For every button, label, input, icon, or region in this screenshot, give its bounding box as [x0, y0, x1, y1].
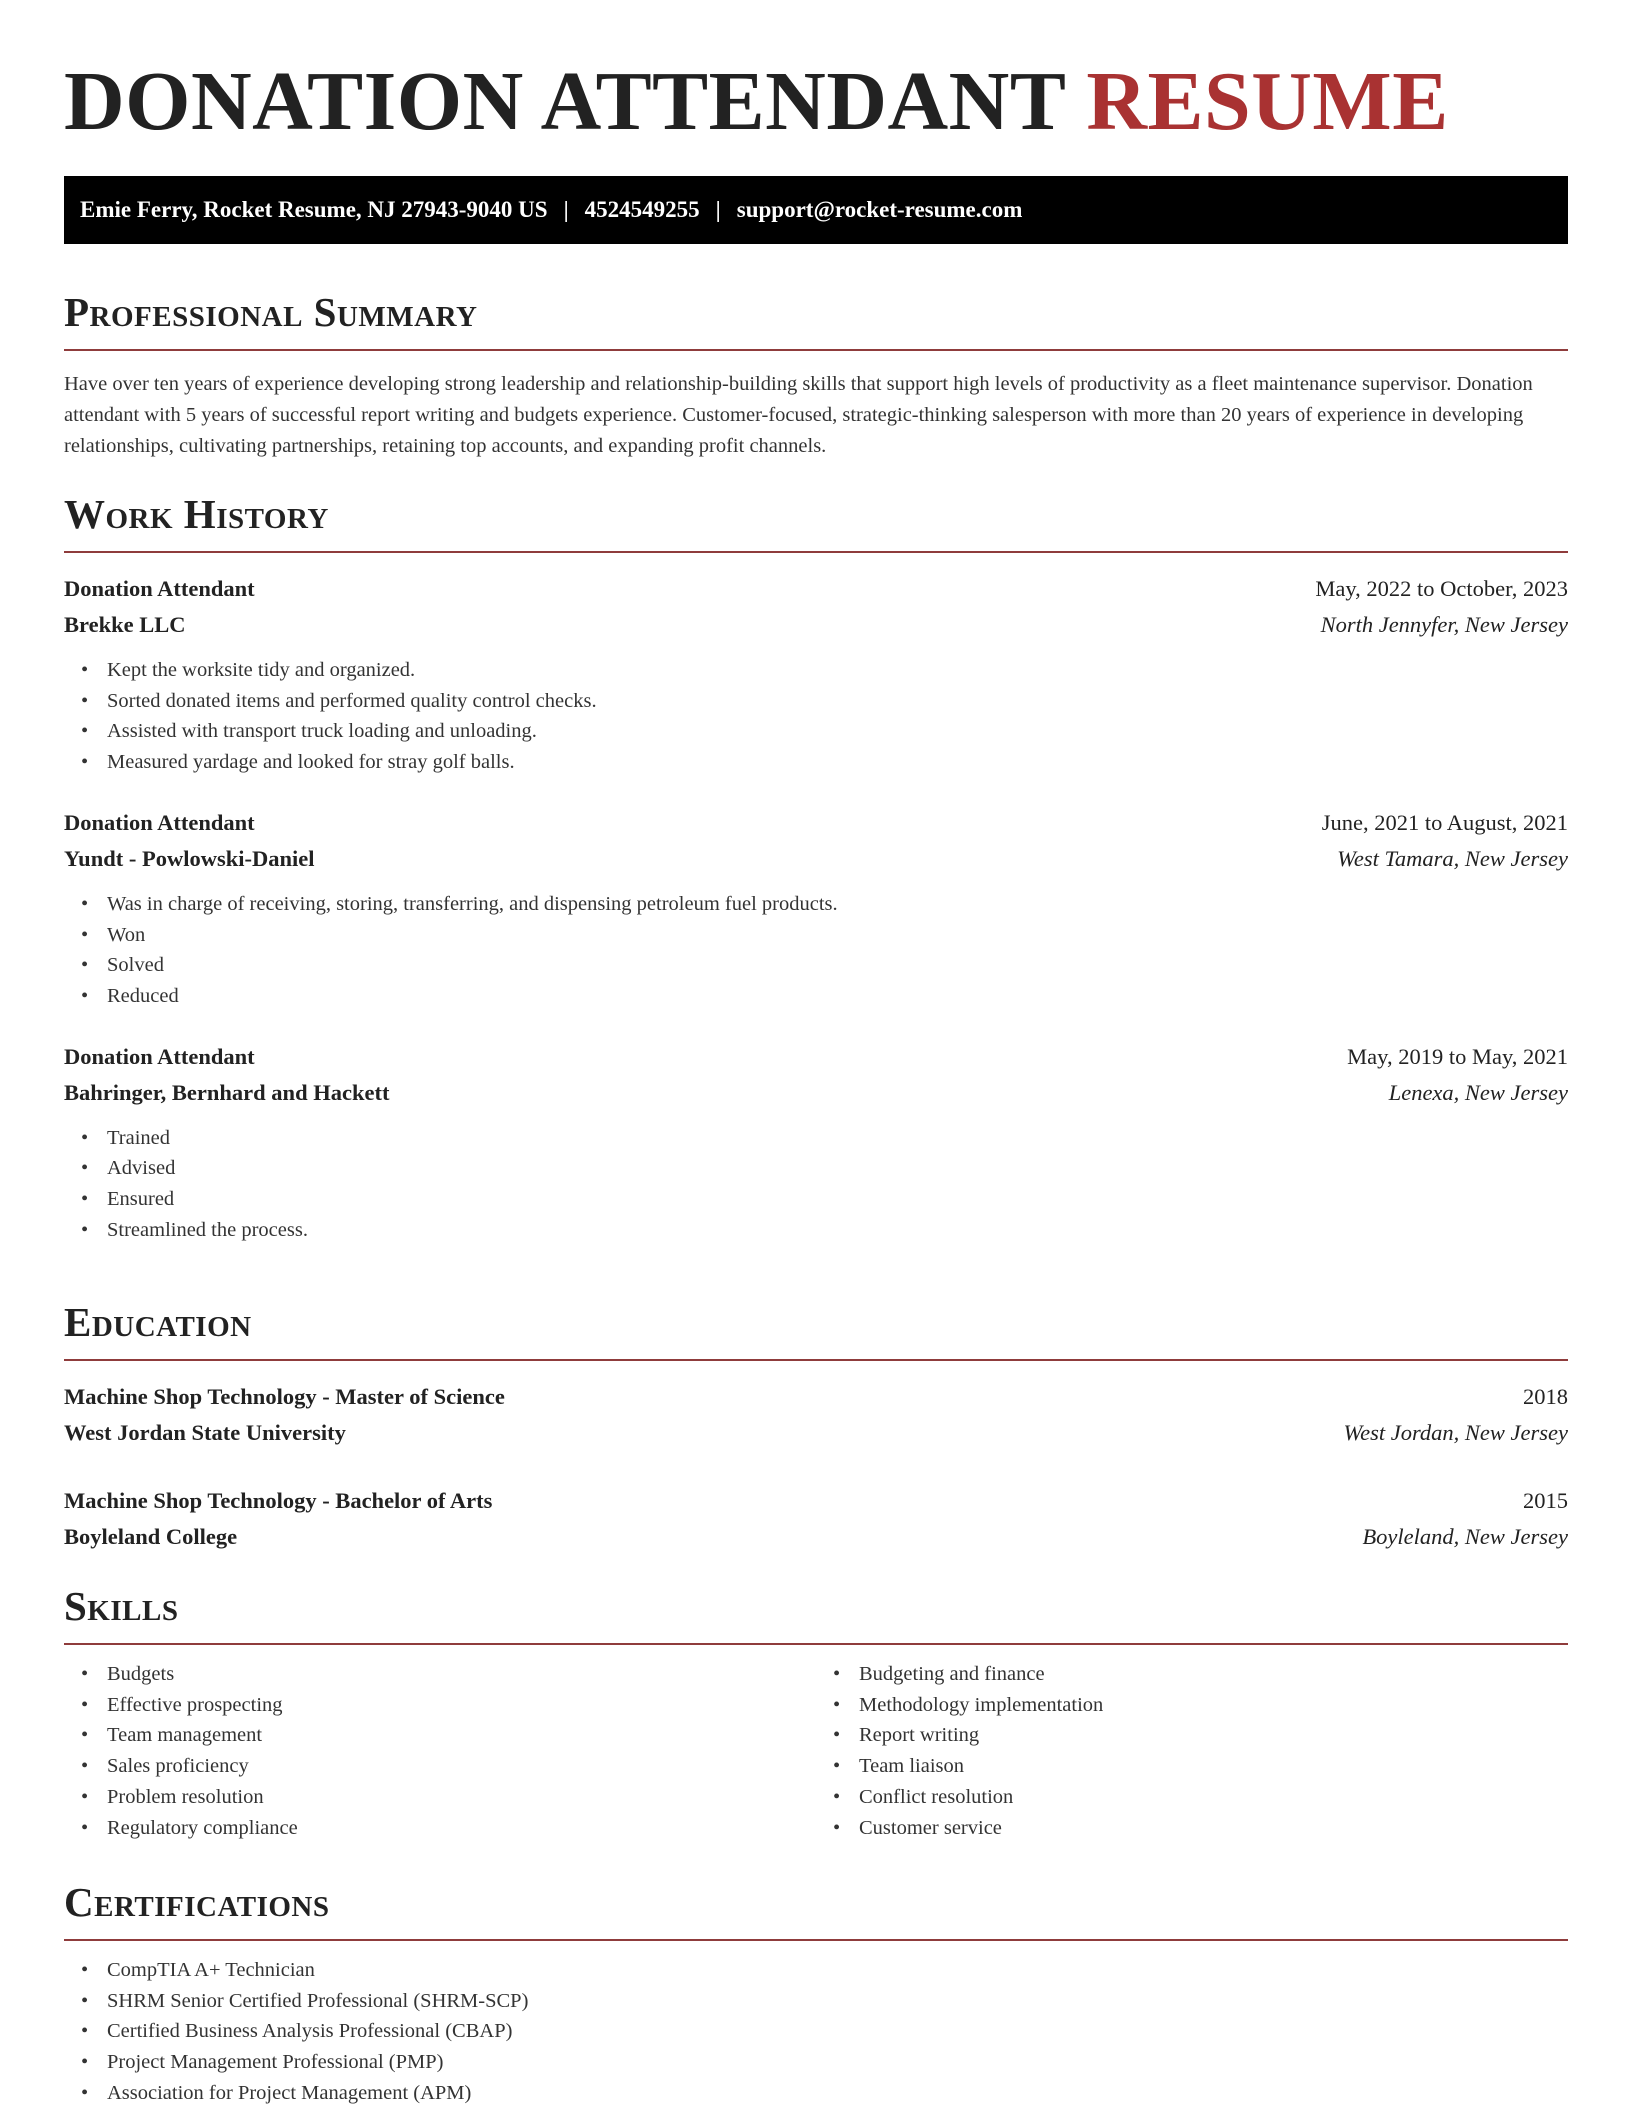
list-item: • Report writing	[859, 1720, 1568, 1751]
section-heading: Certifications	[64, 1879, 330, 1925]
list-item: • Certified Business Analysis Professional (CBAP)	[107, 2016, 1568, 2047]
list-item: • Budgets	[107, 1659, 816, 1690]
education-year: 2018	[1523, 1384, 1568, 1409]
list-item: • Advised	[107, 1153, 1568, 1184]
resume-title	[64, 52, 1449, 152]
job-entry	[64, 571, 1568, 778]
contact-separator: |	[563, 197, 569, 222]
skills-list-right	[816, 1659, 1568, 1843]
list-item: • Measured yardage and looked for stray golf balls.	[107, 747, 1568, 778]
section-rule	[64, 1359, 1568, 1361]
list-item: • Problem resolution	[107, 1782, 816, 1813]
list-item: • Project Management Professional (PMP)	[107, 2047, 1568, 2078]
job-employer: Bahringer, Bernhard and Hackett	[64, 1079, 390, 1105]
education-location: West Jordan, New Jersey	[1343, 1420, 1568, 1445]
list-item: • Methodology implementation	[859, 1690, 1568, 1721]
contact-bar	[64, 176, 1568, 244]
job-location: Lenexa, New Jersey	[1388, 1079, 1568, 1105]
section-rule	[64, 551, 1568, 553]
job-entry	[64, 805, 1568, 1012]
section-rule	[64, 349, 1568, 351]
job-bullets	[64, 655, 1568, 778]
certifications-section	[64, 1877, 1568, 2109]
list-item: • Ensured	[107, 1184, 1568, 1215]
education-degree: Machine Shop Technology - Bachelor of Arts	[64, 1488, 493, 1513]
list-item: • CompTIA A+ Technician	[107, 1955, 1568, 1986]
education-section	[64, 1297, 1568, 1555]
list-item: • Regulatory compliance	[107, 1813, 816, 1844]
section-heading: Skills	[64, 1583, 179, 1629]
section-rule	[64, 1939, 1568, 1941]
education-school: West Jordan State University	[64, 1420, 346, 1445]
certifications-list	[64, 1955, 1568, 2109]
list-item: • Solved	[107, 950, 1568, 981]
section-heading: Professional Summary	[64, 289, 478, 335]
list-item: • Assisted with transport truck loading and unloading.	[107, 716, 1568, 747]
job-title: Donation Attendant	[64, 809, 255, 835]
list-item: • Conflict resolution	[859, 1782, 1568, 1813]
summary-text: Have over ten years of experience developing strong leadership and relationship-building skills that support high levels of productivity as a fleet maintenance supervisor. Donation attendant with 5 years of successful report writing and budgets experience. Customer-focused, strategic-thinking salesperson with more than 20 years of experience in developing relationships, cultivating partnerships, retaining top accounts, and expanding profit channels.	[64, 373, 1533, 457]
list-item: • Trained	[107, 1123, 1568, 1154]
list-item: • Won	[107, 920, 1568, 951]
section-heading: Work History	[64, 491, 329, 537]
job-location: North Jennyfer, New Jersey	[1320, 612, 1568, 637]
education-degree: Machine Shop Technology - Master of Science	[64, 1384, 505, 1409]
job-dates: May, 2022 to October, 2023	[1315, 576, 1568, 601]
job-title: Donation Attendant	[64, 1043, 255, 1069]
list-item: • SHRM Senior Certified Professional (SHRM-SCP)	[107, 1986, 1568, 2017]
job-employer: Brekke LLC	[64, 612, 186, 637]
title-accent: RESUME	[1086, 55, 1449, 148]
list-item: • Sorted donated items and performed quality control checks.	[107, 686, 1568, 717]
job-bullets	[64, 889, 1568, 1012]
job-dates: June, 2021 to August, 2021	[1321, 809, 1568, 835]
job-location: West Tamara, New Jersey	[1337, 845, 1568, 871]
list-item: • Team liaison	[859, 1751, 1568, 1782]
job-bullets	[64, 1123, 1568, 1246]
job-entry	[64, 1039, 1568, 1246]
list-item: • Budgeting and finance	[859, 1659, 1568, 1690]
list-item: • Was in charge of receiving, storing, transferring, and dispensing petroleum fuel products.	[107, 889, 1568, 920]
education-entry	[64, 1483, 1568, 1555]
education-entry	[64, 1379, 1568, 1451]
skills-section	[64, 1581, 1568, 1843]
list-item: • Association for Project Management (APM)	[107, 2078, 1568, 2109]
job-employer: Yundt - Powlowski-Daniel	[64, 845, 315, 871]
education-location: Boyleland, New Jersey	[1362, 1524, 1568, 1549]
education-school: Boyleland College	[64, 1524, 238, 1549]
list-item: • Reduced	[107, 981, 1568, 1012]
job-title: Donation Attendant	[64, 576, 255, 601]
contact-email: support@rocket-resume.com	[736, 197, 1023, 222]
list-item: • Sales proficiency	[107, 1751, 816, 1782]
list-item: • Kept the worksite tidy and organized.	[107, 655, 1568, 686]
summary-section	[64, 287, 1568, 462]
skills-columns	[64, 1659, 1568, 1843]
section-heading: Education	[64, 1299, 252, 1345]
skills-list-left	[64, 1659, 816, 1843]
list-item: • Customer service	[859, 1813, 1568, 1844]
work-history-section	[64, 489, 1568, 1245]
education-year: 2015	[1523, 1488, 1568, 1513]
contact-phone: 4524549255	[584, 197, 700, 222]
title-main: DONATION ATTENDANT	[64, 55, 1065, 148]
list-item: • Effective prospecting	[107, 1690, 816, 1721]
contact-address: Emie Ferry, Rocket Resume, NJ 27943-9040 US	[80, 197, 548, 222]
list-item: • Streamlined the process.	[107, 1215, 1568, 1246]
contact-separator: |	[715, 197, 721, 222]
list-item: • Team management	[107, 1720, 816, 1751]
job-dates: May, 2019 to May, 2021	[1347, 1043, 1568, 1069]
section-rule	[64, 1643, 1568, 1645]
